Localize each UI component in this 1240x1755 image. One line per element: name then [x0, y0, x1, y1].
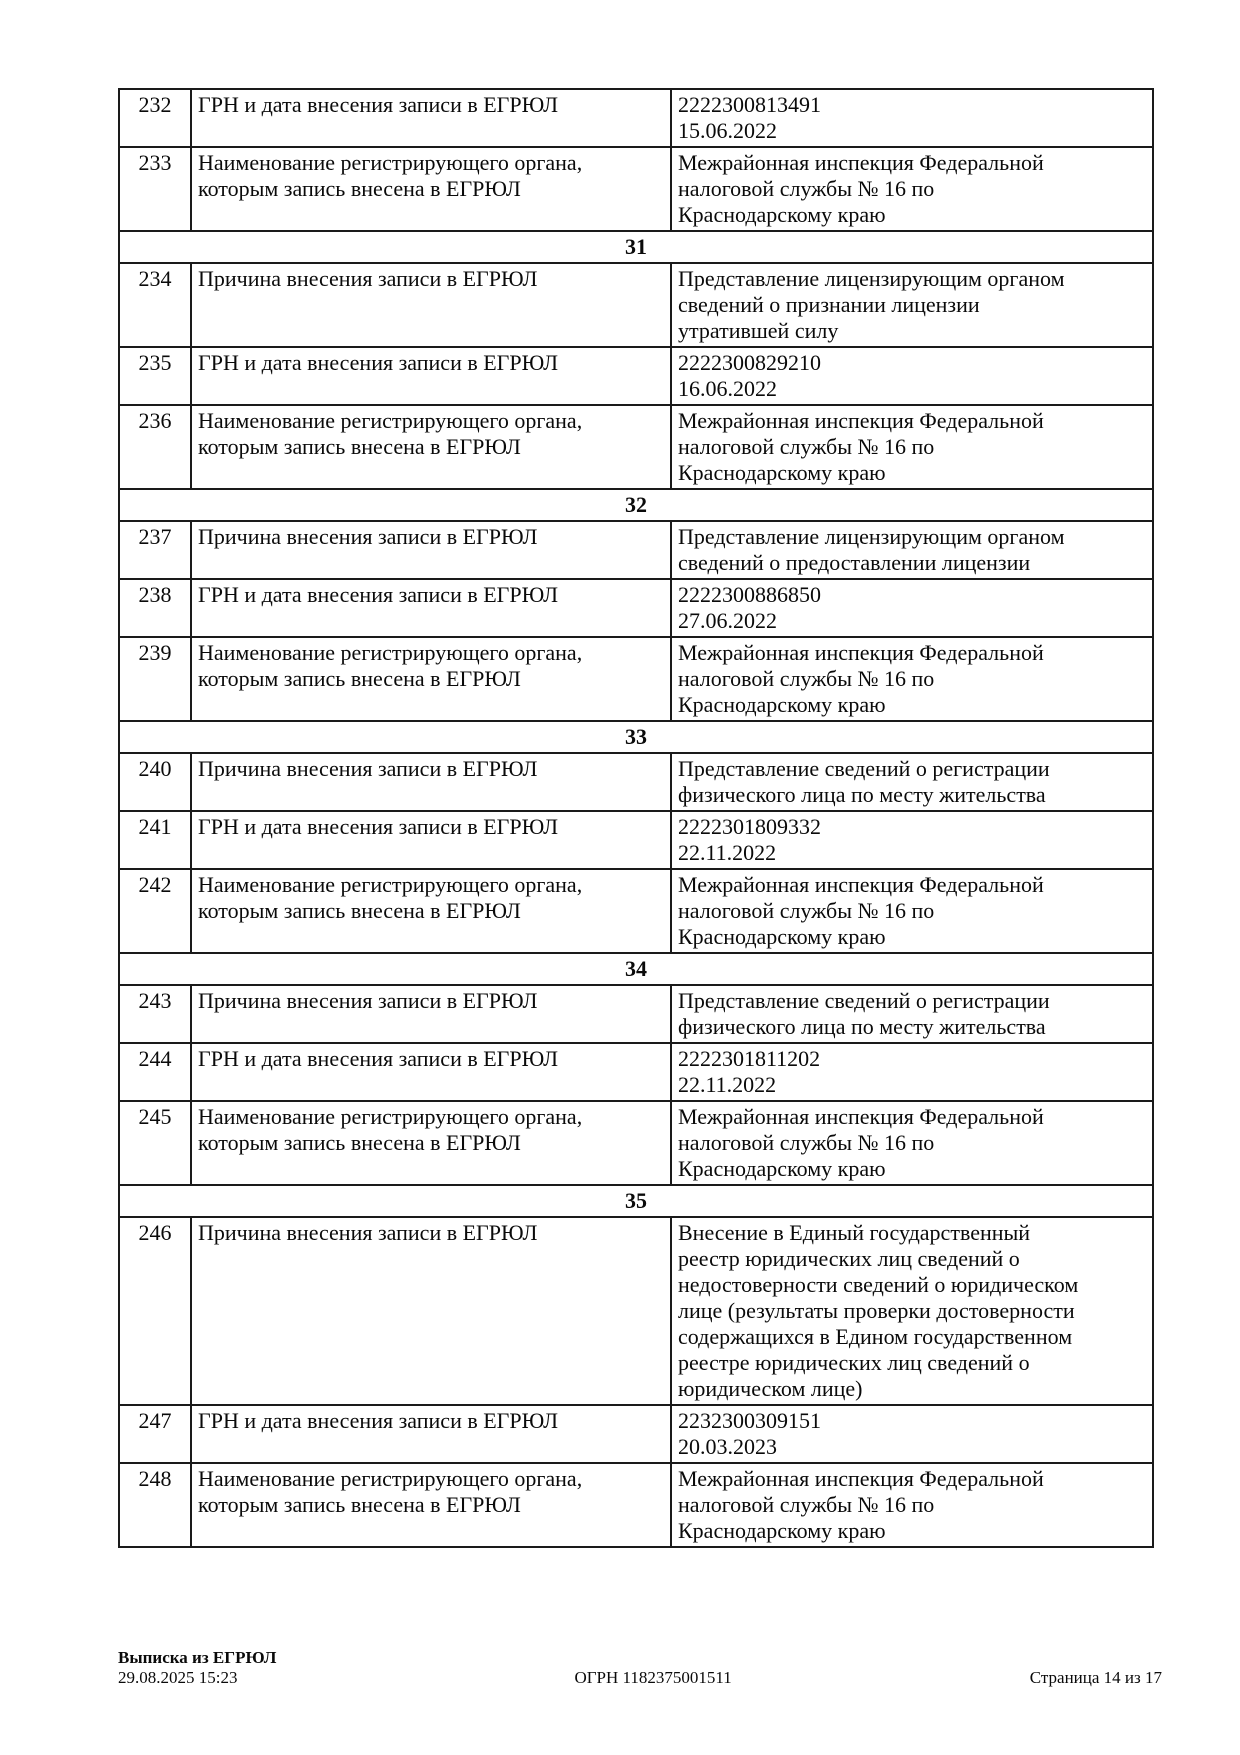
- egrul-table-body: [119, 89, 1153, 1547]
- record-value: [671, 753, 1153, 811]
- record-number: 248: [119, 1463, 191, 1547]
- cell-text-line: ГРН и дата внесения записи в ЕГРЮЛ: [198, 92, 559, 117]
- cell-text-line: Межрайонная инспекция Федеральной: [678, 1466, 1044, 1491]
- record-value: [671, 405, 1153, 489]
- footer-ogrn: ОГРН 1182375001511: [574, 1668, 732, 1687]
- record-value: [671, 147, 1153, 231]
- section-header-row: [119, 721, 1153, 753]
- cell-text-line: Краснодарскому краю: [678, 924, 886, 949]
- record-row: [119, 89, 1153, 147]
- cell-text-line: Межрайонная инспекция Федеральной: [678, 872, 1044, 897]
- cell-text-line: Наименование регистрирующего органа,: [198, 408, 583, 433]
- cell-text-line: 2232300309151: [678, 1408, 821, 1433]
- record-number: 247: [119, 1405, 191, 1463]
- record-label: [191, 147, 671, 231]
- record-label: [191, 1043, 671, 1101]
- record-row: [119, 347, 1153, 405]
- cell-text-line: Представление лицензирующим органом: [678, 266, 1065, 291]
- cell-text-line: Наименование регистрирующего органа,: [198, 872, 583, 897]
- record-value: [671, 579, 1153, 637]
- cell-text-line: 22.11.2022: [678, 840, 777, 865]
- cell-text-line: Внесение в Единый государственный: [678, 1220, 1031, 1245]
- cell-text-line: 16.06.2022: [678, 376, 777, 401]
- record-row: [119, 1217, 1153, 1405]
- cell-text-line: Представление лицензирующим органом: [678, 524, 1065, 549]
- record-label: [191, 579, 671, 637]
- record-label: [191, 985, 671, 1043]
- record-value: [671, 521, 1153, 579]
- cell-text-line: ГРН и дата внесения записи в ЕГРЮЛ: [198, 1408, 559, 1433]
- footer-doc-type: Выписка из ЕГРЮЛ: [118, 1648, 277, 1667]
- section-number: 35: [119, 1185, 1153, 1217]
- cell-text-line: юридическом лице): [678, 1376, 863, 1401]
- record-row: [119, 1405, 1153, 1463]
- cell-text-line: 2222301809332: [678, 814, 821, 839]
- record-row: [119, 1101, 1153, 1185]
- cell-text-line: налоговой службы № 16 по: [678, 898, 935, 923]
- cell-text-line: ГРН и дата внесения записи в ЕГРЮЛ: [198, 582, 559, 607]
- record-value: [671, 1217, 1153, 1405]
- record-label: [191, 89, 671, 147]
- cell-text-line: налоговой службы № 16 по: [678, 434, 935, 459]
- cell-text-line: Причина внесения записи в ЕГРЮЛ: [198, 988, 538, 1013]
- section-number: 32: [119, 489, 1153, 521]
- cell-text-line: налоговой службы № 16 по: [678, 1492, 935, 1517]
- record-value: [671, 1043, 1153, 1101]
- record-number: 246: [119, 1217, 191, 1405]
- cell-text-line: налоговой службы № 16 по: [678, 1130, 935, 1155]
- cell-text-line: Наименование регистрирующего органа,: [198, 640, 583, 665]
- record-label: [191, 521, 671, 579]
- cell-text-line: сведений о предоставлении лицензии: [678, 550, 1031, 575]
- page-footer: [118, 1648, 1162, 1688]
- section-header-row: [119, 231, 1153, 263]
- section-number: 33: [119, 721, 1153, 753]
- record-number: 233: [119, 147, 191, 231]
- record-number: 234: [119, 263, 191, 347]
- record-value: [671, 1405, 1153, 1463]
- record-row: [119, 985, 1153, 1043]
- cell-text-line: которым запись внесена в ЕГРЮЛ: [198, 1130, 521, 1155]
- record-value: [671, 869, 1153, 953]
- cell-text-line: Краснодарскому краю: [678, 1156, 886, 1181]
- cell-text-line: Наименование регистрирующего органа,: [198, 1466, 583, 1491]
- record-row: [119, 1463, 1153, 1547]
- record-label: [191, 869, 671, 953]
- cell-text-line: ГРН и дата внесения записи в ЕГРЮЛ: [198, 1046, 559, 1071]
- section-header-row: [119, 953, 1153, 985]
- cell-text-line: сведений о признании лицензии: [678, 292, 980, 317]
- cell-text-line: физического лица по месту жительства: [678, 782, 1046, 807]
- record-label: [191, 1217, 671, 1405]
- cell-text-line: Межрайонная инспекция Федеральной: [678, 640, 1044, 665]
- cell-text-line: Краснодарскому краю: [678, 692, 886, 717]
- record-value: [671, 985, 1153, 1043]
- record-row: [119, 869, 1153, 953]
- record-number: 237: [119, 521, 191, 579]
- section-number: 31: [119, 231, 1153, 263]
- cell-text-line: которым запись внесена в ЕГРЮЛ: [198, 666, 521, 691]
- record-label: [191, 1463, 671, 1547]
- cell-text-line: которым запись внесена в ЕГРЮЛ: [198, 1492, 521, 1517]
- record-number: 239: [119, 637, 191, 721]
- cell-text-line: Межрайонная инспекция Федеральной: [678, 150, 1044, 175]
- record-label: [191, 753, 671, 811]
- cell-text-line: Краснодарскому краю: [678, 460, 886, 485]
- record-number: 245: [119, 1101, 191, 1185]
- cell-text-line: Причина внесения записи в ЕГРЮЛ: [198, 1220, 538, 1245]
- cell-text-line: Наименование регистрирующего органа,: [198, 1104, 583, 1129]
- record-value: [671, 637, 1153, 721]
- cell-text-line: Причина внесения записи в ЕГРЮЛ: [198, 756, 538, 781]
- record-number: 236: [119, 405, 191, 489]
- record-row: [119, 1043, 1153, 1101]
- cell-text-line: содержащихся в Едином государственном: [678, 1324, 1073, 1349]
- record-label: [191, 637, 671, 721]
- record-row: [119, 147, 1153, 231]
- record-value: [671, 1463, 1153, 1547]
- record-row: [119, 521, 1153, 579]
- footer-generated-datetime: 29.08.2025 15:23: [118, 1668, 238, 1687]
- cell-text-line: Краснодарскому краю: [678, 202, 886, 227]
- cell-text-line: 15.06.2022: [678, 118, 777, 143]
- cell-text-line: 2222300813491: [678, 92, 821, 117]
- record-label: [191, 405, 671, 489]
- record-label: [191, 1405, 671, 1463]
- footer-left-block: [118, 1648, 276, 1688]
- cell-text-line: Наименование регистрирующего органа,: [198, 150, 583, 175]
- cell-text-line: 22.11.2022: [678, 1072, 777, 1097]
- section-header-row: [119, 489, 1153, 521]
- record-label: [191, 347, 671, 405]
- cell-text-line: которым запись внесена в ЕГРЮЛ: [198, 176, 521, 201]
- cell-text-line: ГРН и дата внесения записи в ЕГРЮЛ: [198, 350, 559, 375]
- record-number: 232: [119, 89, 191, 147]
- cell-text-line: которым запись внесена в ЕГРЮЛ: [198, 434, 521, 459]
- record-number: 235: [119, 347, 191, 405]
- cell-text-line: Причина внесения записи в ЕГРЮЛ: [198, 524, 538, 549]
- record-row: [119, 579, 1153, 637]
- record-label: [191, 811, 671, 869]
- cell-text-line: Представление сведений о регистрации: [678, 756, 1050, 781]
- cell-text-line: 2222300886850: [678, 582, 821, 607]
- record-number: 244: [119, 1043, 191, 1101]
- record-value: [671, 347, 1153, 405]
- cell-text-line: Межрайонная инспекция Федеральной: [678, 1104, 1044, 1129]
- cell-text-line: 20.03.2023: [678, 1434, 777, 1459]
- cell-text-line: ГРН и дата внесения записи в ЕГРЮЛ: [198, 814, 559, 839]
- cell-text-line: Краснодарскому краю: [678, 1518, 886, 1543]
- record-row: [119, 263, 1153, 347]
- cell-text-line: 27.06.2022: [678, 608, 777, 633]
- record-number: 243: [119, 985, 191, 1043]
- cell-text-line: Причина внесения записи в ЕГРЮЛ: [198, 266, 538, 291]
- record-row: [119, 405, 1153, 489]
- record-number: 242: [119, 869, 191, 953]
- record-row: [119, 753, 1153, 811]
- record-label: [191, 1101, 671, 1185]
- cell-text-line: Представление сведений о регистрации: [678, 988, 1050, 1013]
- record-row: [119, 637, 1153, 721]
- cell-text-line: физического лица по месту жительства: [678, 1014, 1046, 1039]
- section-number: 34: [119, 953, 1153, 985]
- cell-text-line: 2222300829210: [678, 350, 821, 375]
- cell-text-line: которым запись внесена в ЕГРЮЛ: [198, 898, 521, 923]
- record-number: 238: [119, 579, 191, 637]
- record-label: [191, 263, 671, 347]
- record-value: [671, 89, 1153, 147]
- cell-text-line: лице (результаты проверки достоверности: [678, 1298, 1075, 1323]
- egrul-records-table: [118, 88, 1154, 1548]
- record-value: [671, 263, 1153, 347]
- record-number: 241: [119, 811, 191, 869]
- cell-text-line: реестр юридических лиц сведений о: [678, 1246, 1020, 1271]
- cell-text-line: недостоверности сведений о юридическом: [678, 1272, 1079, 1297]
- cell-text-line: утратившей силу: [678, 318, 839, 343]
- record-value: [671, 1101, 1153, 1185]
- record-number: 240: [119, 753, 191, 811]
- cell-text-line: 2222301811202: [678, 1046, 821, 1071]
- cell-text-line: Межрайонная инспекция Федеральной: [678, 408, 1044, 433]
- cell-text-line: реестре юридических лиц сведений о: [678, 1350, 1030, 1375]
- footer-page-number: Страница 14 из 17: [1029, 1668, 1162, 1687]
- cell-text-line: налоговой службы № 16 по: [678, 666, 935, 691]
- record-value: [671, 811, 1153, 869]
- cell-text-line: налоговой службы № 16 по: [678, 176, 935, 201]
- record-row: [119, 811, 1153, 869]
- section-header-row: [119, 1185, 1153, 1217]
